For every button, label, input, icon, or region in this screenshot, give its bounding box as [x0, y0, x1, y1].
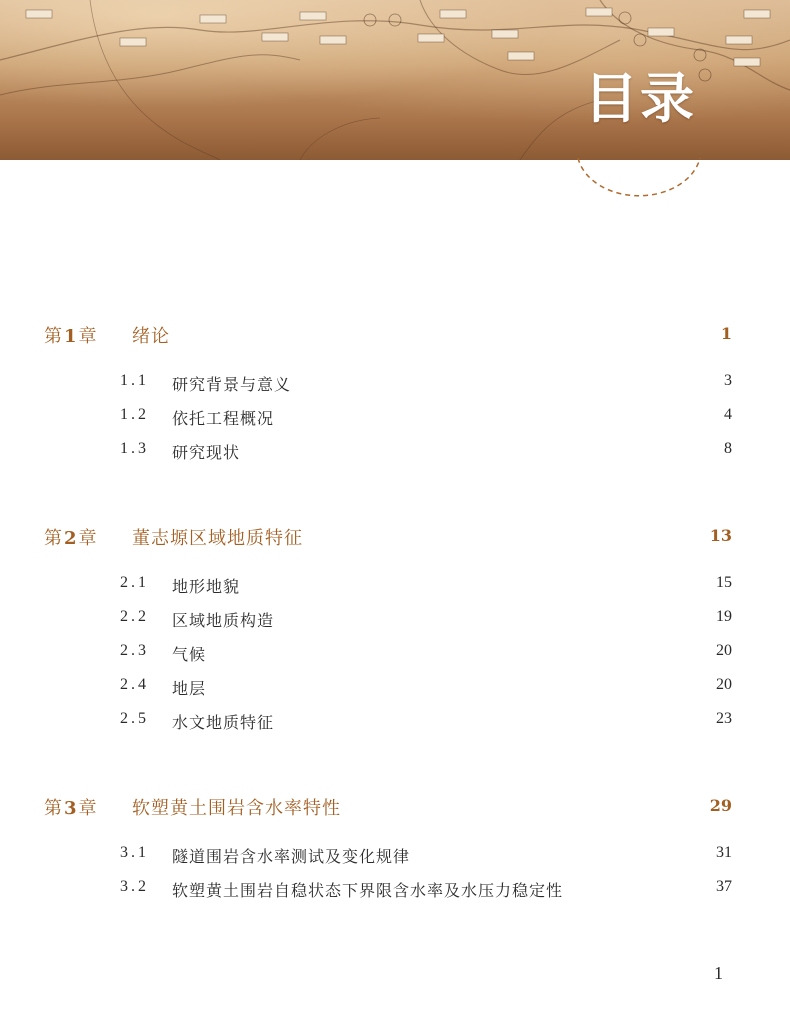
section-number: 2.1	[120, 574, 149, 591]
chapter-number: 第 3 章	[44, 798, 97, 819]
chapter-title: 软塑黄土围岩含水率特性	[132, 798, 341, 819]
section-title: 地层	[172, 679, 207, 698]
section-3-1-entry[interactable]	[120, 844, 732, 868]
section-page: 3	[724, 372, 732, 389]
chapter-title: 董志塬区域地质特征	[132, 528, 303, 549]
section-2-5-entry[interactable]	[120, 710, 732, 734]
section-title: 水文地质特征	[172, 713, 275, 732]
section-title: 研究背景与意义	[172, 375, 292, 394]
section-number: 1.2	[120, 406, 149, 423]
section-number: 2.3	[120, 642, 149, 659]
section-number: 2.4	[120, 676, 149, 693]
section-page: 31	[716, 844, 732, 861]
section-number: 3.1	[120, 844, 149, 861]
section-title: 区域地质构造	[172, 611, 275, 630]
chapter-number: 第 1 章	[44, 326, 97, 347]
section-2-1-entry[interactable]	[120, 574, 732, 598]
section-1-1-entry[interactable]	[120, 372, 732, 396]
section-page: 15	[716, 574, 732, 591]
section-number: 2.2	[120, 608, 149, 625]
section-title: 软塑黄土围岩自稳状态下界限含水率及水压力稳定性	[172, 881, 564, 900]
section-number: 2.5	[120, 710, 149, 727]
chapter-page: 29	[709, 796, 732, 815]
chapter-title: 绪论	[132, 326, 170, 347]
section-1-3-entry[interactable]	[120, 440, 732, 464]
section-page: 8	[724, 440, 732, 457]
section-title: 依托工程概况	[172, 409, 275, 428]
section-title: 研究现状	[172, 443, 241, 462]
section-title: 地形地貌	[172, 577, 241, 596]
chapter-page: 13	[709, 526, 732, 545]
section-page: 23	[716, 710, 732, 727]
chapter-number: 第 2 章	[44, 528, 97, 549]
section-2-3-entry[interactable]	[120, 642, 732, 666]
chapter-2-entry[interactable]	[44, 524, 732, 550]
section-number: 3.2	[120, 878, 149, 895]
section-page: 20	[716, 642, 732, 659]
page-title: 目录	[584, 67, 696, 130]
section-3-2-entry[interactable]	[120, 878, 732, 902]
section-number: 1.1	[120, 372, 149, 389]
section-title: 气候	[172, 645, 207, 664]
section-page: 37	[716, 878, 732, 895]
section-1-2-entry[interactable]	[120, 406, 732, 430]
chapter-3-entry[interactable]	[44, 794, 732, 820]
section-2-2-entry[interactable]	[120, 608, 732, 632]
page-number: 1	[714, 963, 723, 983]
chapter-page: 1	[720, 324, 732, 343]
chapter-1-entry[interactable]	[44, 322, 732, 348]
section-page: 4	[724, 406, 732, 423]
section-page: 20	[716, 676, 732, 693]
section-number: 1.3	[120, 440, 149, 457]
section-title: 隧道围岩含水率测试及变化规律	[172, 847, 411, 866]
section-2-4-entry[interactable]	[120, 676, 732, 700]
section-page: 19	[716, 608, 732, 625]
